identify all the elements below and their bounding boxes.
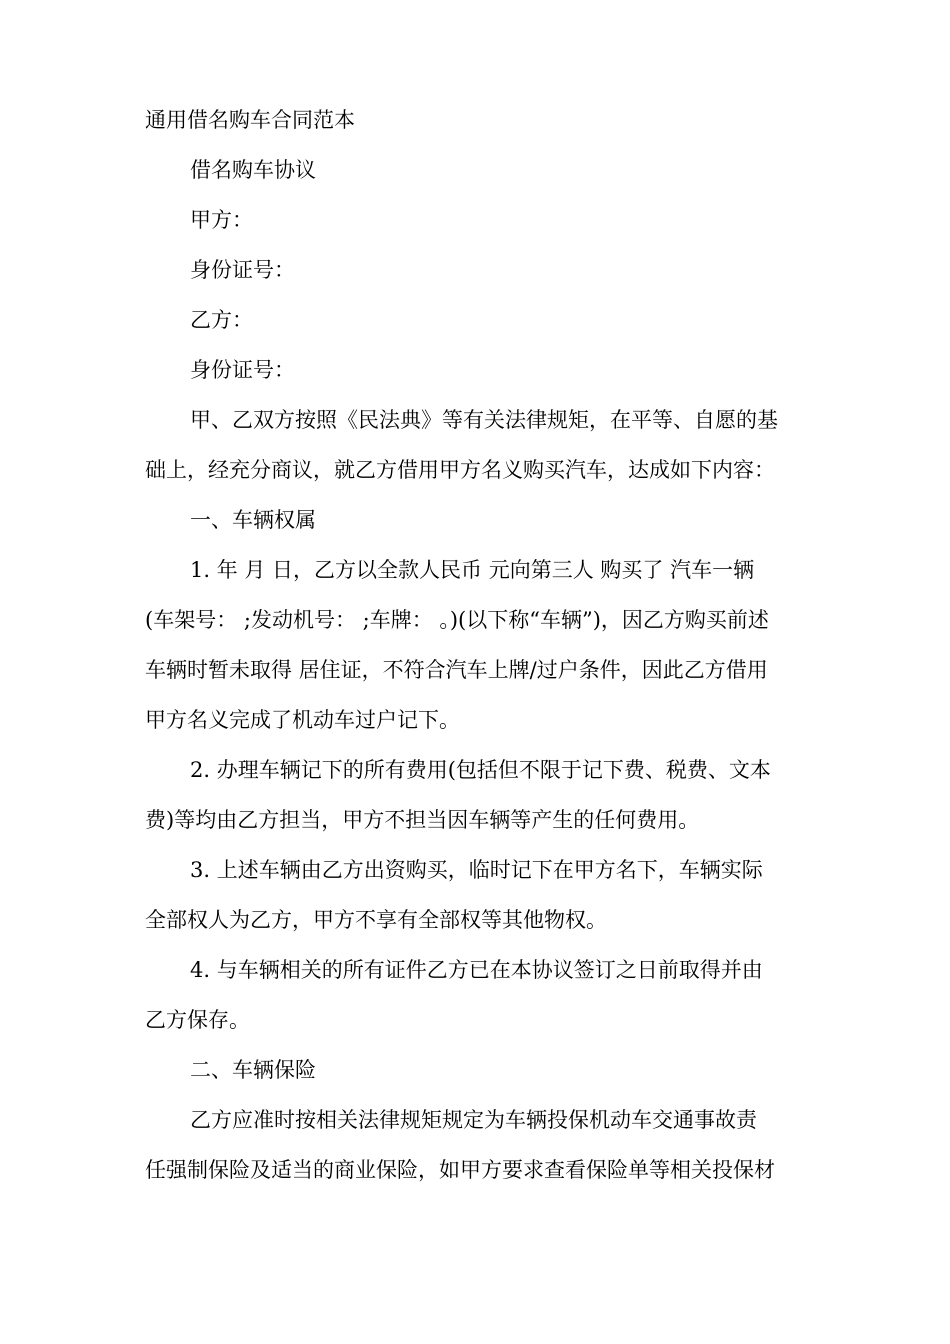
paragraph-line: 础上，经充分商议，就乙方借用甲方名义购买汽车，达成如下内容： [145,458,775,482]
paragraph-line: 3. 上述车辆由乙方出资购买，临时记下在甲方名下，车辆实际 [190,858,763,882]
paragraph-line: 全部权人为乙方，甲方不享有全部权等其他物权。 [145,908,607,932]
section-heading: 二、车辆保险 [190,1058,316,1082]
paragraph-line: 甲方名义完成了机动车过户记下。 [145,708,460,732]
party-a-id-line: 身份证号： [190,258,295,282]
paragraph-line: 费)等均由乙方担当，甲方不担当因车辆等产生的任何费用。 [145,808,700,832]
paragraph-line: 乙方保存。 [145,1008,250,1032]
paragraph-line: 车辆时暂未取得 居住证，不符合汽车上牌/过户条件，因此乙方借用 [145,658,768,682]
paragraph-line: 1. 年 月 日，乙方以全款人民币 元向第三人 购买了 汽车一辆 [190,558,755,582]
document-title: 通用借名购车合同范本 [145,108,355,132]
paragraph-line: (车架号： ;发动机号： ;车牌： 。)(以下称“车辆”)，因乙方购买前述 [145,608,769,632]
party-b-id-line: 身份证号： [190,358,295,382]
agreement-heading: 借名购车协议 [190,158,316,182]
paragraph-line: 甲、乙双方按照《民法典》等有关法律规矩，在平等、自愿的基 [190,408,778,432]
paragraph-line: 4. 与车辆相关的所有证件乙方已在本协议签订之日前取得并由 [190,958,763,982]
party-a-line: 甲方： [190,208,253,232]
party-b-line: 乙方： [190,308,253,332]
paragraph-line: 2. 办理车辆记下的所有费用(包括但不限于记下费、税费、文本 [190,758,771,782]
paragraph-line: 任强制保险及适当的商业保险，如甲方要求查看保险单等相关投保材 [145,1158,775,1182]
paragraph-line: 乙方应准时按相关法律规矩规定为车辆投保机动车交通事故责 [190,1108,757,1132]
section-heading: 一、车辆权属 [190,508,316,532]
